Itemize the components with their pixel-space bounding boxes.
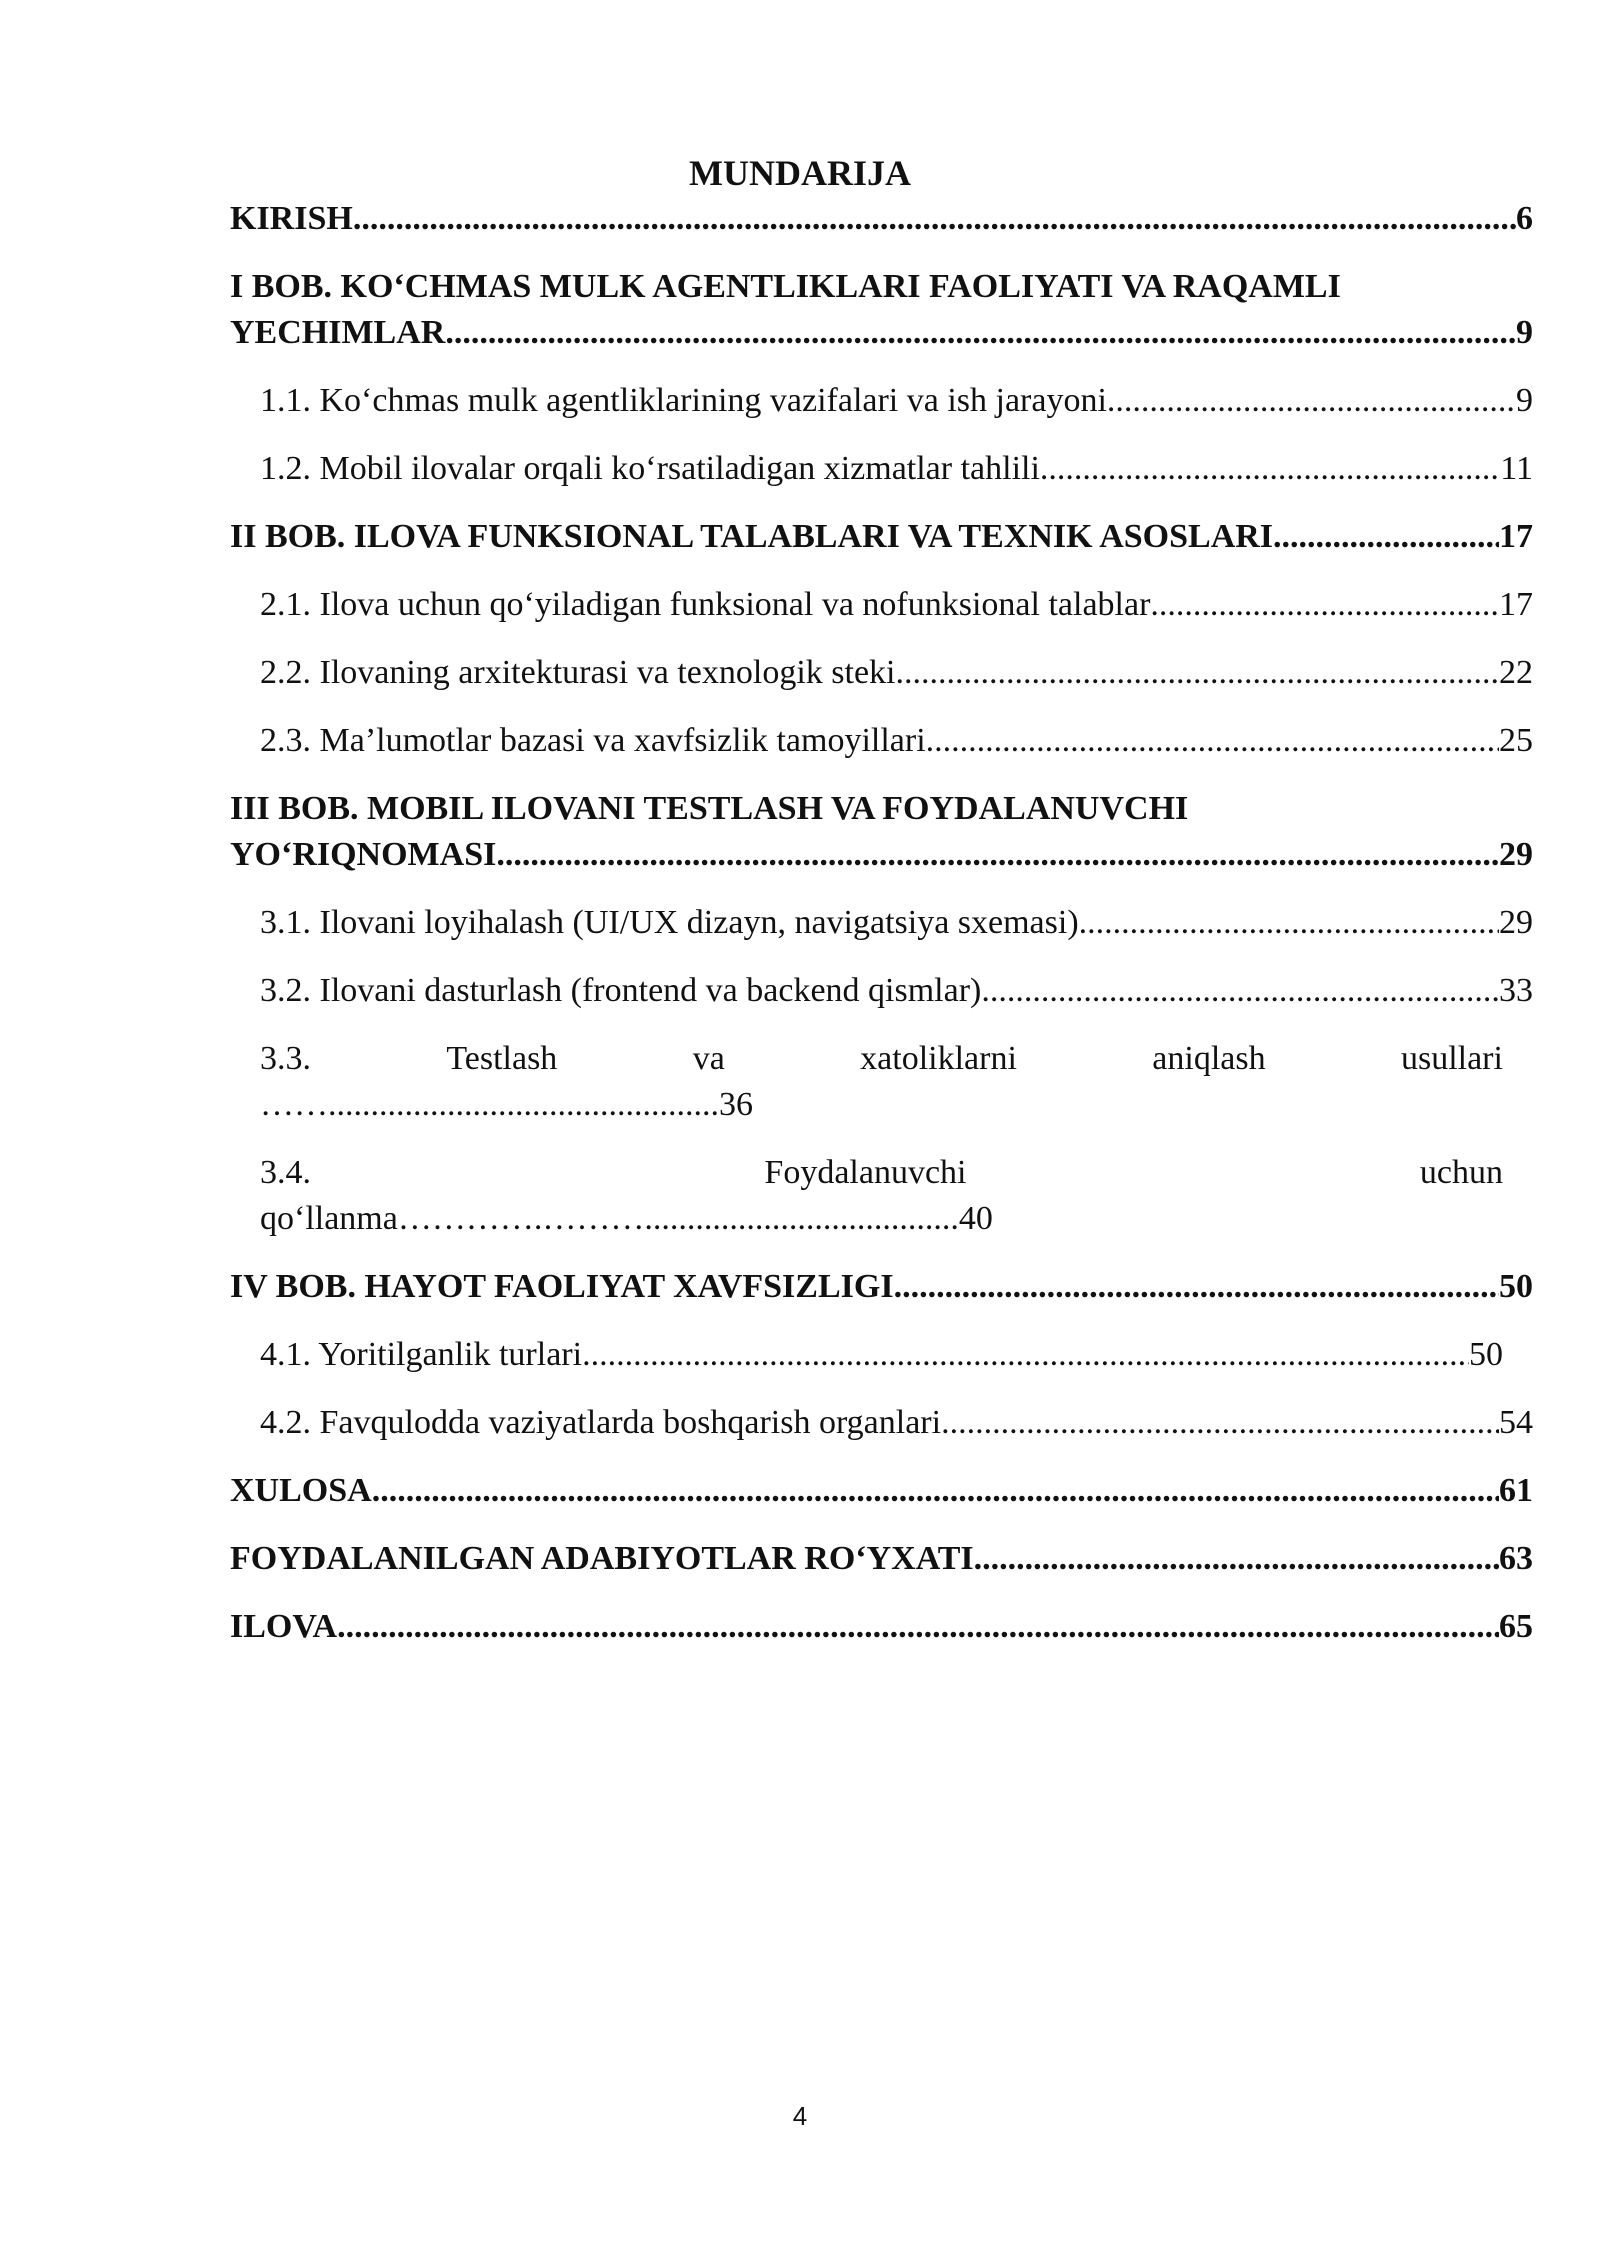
toc-entry-ilova[interactable] bbox=[230, 1604, 1533, 1650]
toc-label: ILOVA bbox=[230, 1608, 338, 1645]
toc-word: aniqlash bbox=[1152, 1040, 1266, 1077]
table-of-contents bbox=[230, 196, 1533, 1650]
toc-page-number: 50 bbox=[1499, 1268, 1533, 1305]
toc-label: 2.3. Ma’lumotlar bazasi va xavfsizlik tamoyillari bbox=[260, 722, 926, 759]
dot-leader bbox=[496, 832, 1499, 878]
toc-word: va bbox=[692, 1040, 725, 1077]
toc-word: Foydalanuvchi bbox=[764, 1154, 967, 1191]
dot-leader bbox=[895, 650, 1499, 696]
toc-label: 4.2. Favqulodda vaziyatlarda boshqarish organlari bbox=[260, 1404, 942, 1441]
toc-word: xatoliklarni bbox=[860, 1040, 1017, 1077]
toc-entry-2-2[interactable] bbox=[230, 650, 1533, 696]
dot-leader bbox=[894, 1264, 1499, 1310]
toc-word: usullari bbox=[1400, 1040, 1503, 1077]
toc-page-number: 22 bbox=[1499, 654, 1533, 691]
toc-page-number: 61 bbox=[1499, 1472, 1533, 1509]
dot-leader bbox=[1107, 378, 1516, 424]
dot-leader bbox=[1040, 446, 1500, 492]
toc-label: 1.2. Mobil ilovalar orqali koʻrsatiladigan xizmatlar tahlili bbox=[260, 450, 1040, 487]
toc-entry-bob3[interactable] bbox=[230, 832, 1533, 878]
dot-leader bbox=[1079, 900, 1499, 946]
toc-page-number: 50 bbox=[1469, 1336, 1503, 1373]
toc-page-number: 33 bbox=[1499, 972, 1533, 1009]
dot-leader bbox=[353, 196, 1516, 242]
toc-label: FOYDALANILGAN ADABIYOTLAR ROʻYXATI bbox=[230, 1540, 974, 1577]
toc-entry-3-3-line2[interactable]: ……..............................................36 bbox=[260, 1086, 753, 1123]
toc-label: 1.1. Koʻchmas mulk agentliklarining vazifalari va ish jarayoni bbox=[260, 382, 1107, 419]
toc-entry-3-2[interactable] bbox=[230, 968, 1533, 1014]
toc-entry-2-3[interactable] bbox=[230, 718, 1533, 764]
dot-leader bbox=[372, 1468, 1499, 1514]
toc-entry-3-1[interactable] bbox=[230, 900, 1533, 946]
dot-leader bbox=[941, 1400, 1499, 1446]
toc-page-number: 29 bbox=[1499, 904, 1533, 941]
dot-leader bbox=[974, 1536, 1499, 1582]
toc-entry-3-4-line2[interactable]: qoʻllanma………….……….....................................40 bbox=[260, 1200, 993, 1237]
dot-leader bbox=[1150, 582, 1499, 628]
dot-leader bbox=[926, 718, 1499, 764]
toc-label: II BOB. ILOVA FUNKSIONAL TALABLARI VA TEXNIK ASOSLARI bbox=[230, 518, 1274, 555]
toc-entry-bob3-line1[interactable]: III BOB. MOBIL ILOVANI TESTLASH VA FOYDALANUVCHI bbox=[230, 790, 1189, 827]
toc-word: uchun bbox=[1419, 1154, 1503, 1191]
toc-label: XULOSA bbox=[230, 1472, 372, 1509]
toc-label: IV BOB. HAYOT FAOLIYAT XAVFSIZLIGI bbox=[230, 1268, 894, 1305]
toc-page-number: 25 bbox=[1499, 722, 1533, 759]
toc-page-number: 9 bbox=[1516, 314, 1533, 351]
toc-page-number: 29 bbox=[1499, 836, 1533, 873]
dot-leader bbox=[981, 968, 1499, 1014]
dot-leader bbox=[337, 1604, 1499, 1650]
toc-label: YOʻRIQNOMASI bbox=[230, 836, 497, 873]
toc-label: YECHIMLAR bbox=[230, 314, 446, 351]
toc-page-number: 65 bbox=[1499, 1608, 1533, 1645]
toc-label: KIRISH bbox=[230, 200, 353, 237]
toc-word: Testlash bbox=[446, 1040, 558, 1077]
page-number: 4 bbox=[792, 2101, 808, 2131]
toc-word: 3.4. bbox=[260, 1154, 311, 1191]
dot-leader bbox=[1273, 514, 1499, 560]
toc-page-number: 54 bbox=[1499, 1404, 1533, 1441]
toc-entry-3-3-line1[interactable] bbox=[230, 1036, 1503, 1082]
toc-label: 2.1. Ilova uchun qoʻyiladigan funksional va nofunksional talablar bbox=[260, 586, 1151, 623]
toc-label: 2.2. Ilovaning arxitekturasi va texnologik steki bbox=[260, 654, 896, 691]
toc-page-number: 11 bbox=[1500, 450, 1533, 487]
toc-page-number: 6 bbox=[1516, 200, 1533, 237]
toc-label: 3.1. Ilovani loyihalash (UI/UX dizayn, navigatsiya sxemasi) bbox=[260, 904, 1079, 941]
page-title: MUNDARIJA bbox=[689, 153, 911, 193]
dot-leader bbox=[582, 1332, 1469, 1378]
toc-entry-adabiyotlar[interactable] bbox=[230, 1536, 1533, 1582]
dot-leader bbox=[445, 310, 1516, 356]
toc-entry-bob1[interactable] bbox=[230, 310, 1533, 356]
toc-entry-4-1[interactable] bbox=[230, 1332, 1503, 1378]
toc-page-number: 9 bbox=[1516, 382, 1533, 419]
toc-entry-bob2[interactable] bbox=[230, 514, 1533, 560]
toc-entry-kirish[interactable] bbox=[230, 196, 1533, 242]
toc-page-number: 63 bbox=[1499, 1540, 1533, 1577]
toc-label: 4.1. Yoritilganlik turlari bbox=[260, 1336, 583, 1373]
toc-entry-4-2[interactable] bbox=[230, 1400, 1533, 1446]
toc-label: 3.2. Ilovani dasturlash (frontend va backend qismlar) bbox=[260, 972, 982, 1009]
toc-entry-1-1[interactable] bbox=[230, 378, 1533, 424]
toc-page-number: 17 bbox=[1499, 518, 1533, 555]
toc-entry-3-4-line1[interactable] bbox=[230, 1150, 1503, 1196]
toc-entry-bob1-line1[interactable]: I BOB. KOʻCHMAS MULK AGENTLIKLARI FAOLIYATI VA RAQAMLI bbox=[230, 268, 1341, 305]
toc-page-number: 17 bbox=[1499, 586, 1533, 623]
toc-entry-1-2[interactable] bbox=[230, 446, 1533, 492]
toc-entry-bob4[interactable] bbox=[230, 1264, 1533, 1310]
toc-entry-xulosa[interactable] bbox=[230, 1468, 1533, 1514]
toc-entry-2-1[interactable] bbox=[230, 582, 1533, 628]
toc-word: 3.3. bbox=[260, 1040, 311, 1077]
